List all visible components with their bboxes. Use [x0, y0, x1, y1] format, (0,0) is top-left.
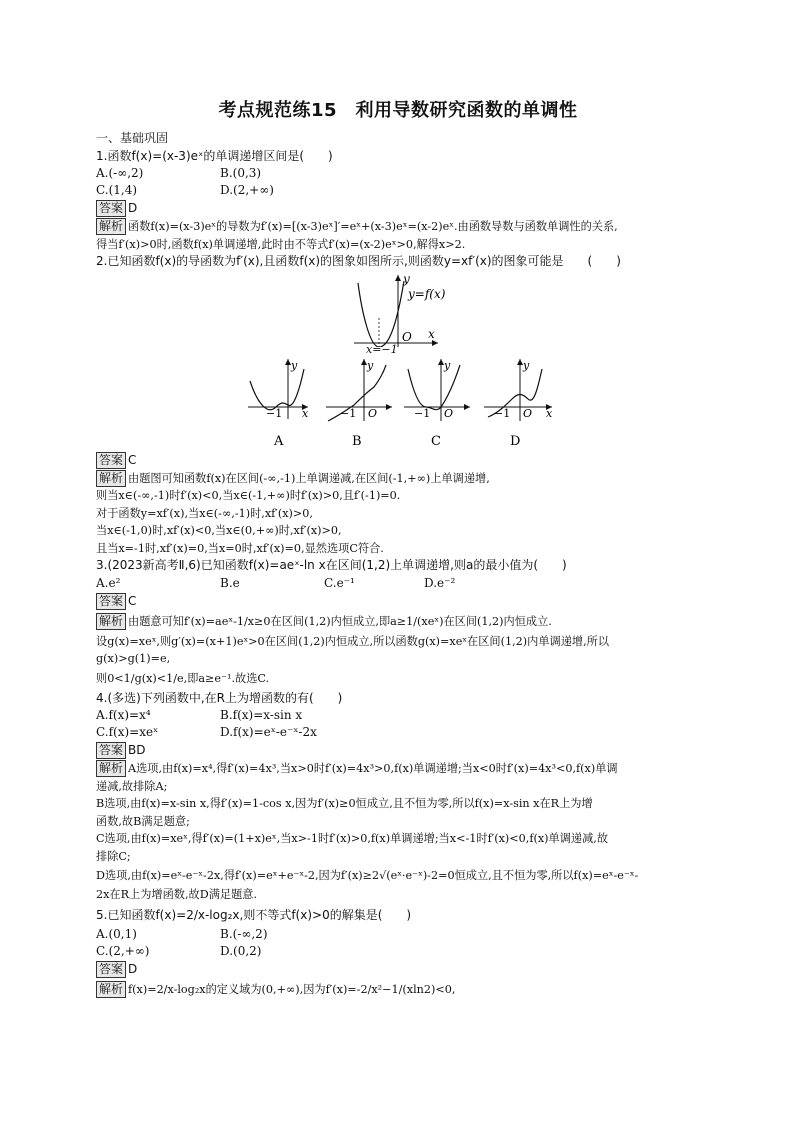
option-a-minus1: −1 [266, 406, 283, 420]
option-a-y-label: y [291, 358, 298, 372]
q4-explanation-line-2: 递减,故排除A; [96, 779, 168, 793]
option-c-curve [408, 365, 460, 410]
section-heading: 一、基础巩固 [96, 131, 169, 145]
q5-answer [96, 960, 700, 979]
option-d-graph [484, 359, 553, 449]
option-d-y-label: y [523, 358, 530, 372]
option-c-origin: O [444, 406, 454, 420]
q4-explanation-line-3: B选项,由f(x)=x-sin x,得f′(x)=1-cos x,因为f′(x)≥0恒成立,且不恒为零,所以f(x)=x-sin x在R上为增 [96, 797, 593, 810]
q5-option-c: C.(2,+∞) [96, 943, 150, 958]
q2-main-graph-note [96, 342, 700, 359]
q1-option-b: B.(0,3) [220, 166, 262, 180]
y-label: y [403, 272, 410, 286]
option-a-x-label: x [302, 406, 309, 420]
q5-option-d: D.(0,2) [220, 943, 262, 958]
option-b-caption: B [352, 433, 362, 449]
option-a-curve [250, 369, 304, 410]
q1-answer-value: D [128, 201, 138, 215]
option-a-graph [248, 359, 309, 449]
fx-label: y=f(x) [408, 286, 446, 301]
q2-answer-value: C [128, 452, 137, 467]
option-c-caption: C [431, 433, 441, 449]
q2-explain-text-1: 由题图可知函数f(x)在区间(-∞,-1)上单调递减,在区间(-1,+∞)上单调递增, [128, 471, 490, 485]
q1-option-c: C.(1,4) [96, 183, 138, 197]
page-title: 考点规范练15 利用导数研究函数的单调性 [218, 100, 578, 121]
curve-fx [358, 281, 404, 347]
question-1-options-row2 [96, 182, 700, 199]
q4-answer [96, 741, 700, 760]
q2-explanation-line-1 [96, 470, 700, 488]
q4-explanation-line-8: 2x在R上为增函数,故D满足题意. [96, 888, 257, 901]
answer-tag: 答案 [96, 452, 126, 469]
q3-answer-value: C [128, 593, 137, 608]
option-d-caption: D [510, 433, 521, 449]
q1-explanation-line-1 [96, 218, 700, 236]
question-4-options-row2 [96, 724, 700, 741]
q5-answer-value: D [128, 961, 138, 976]
explain-tag: 解析 [96, 470, 126, 487]
q3-explanation-line-1 [96, 611, 700, 633]
question-5-options-row2 [96, 943, 700, 960]
q1-option-d: D.(2,+∞) [220, 183, 274, 197]
y-axis-arrow [395, 275, 401, 281]
q2-explanation-line-2: 则当x∈(-∞,-1)时f′(x)<0,当x∈(-1,+∞)时f′(x)>0,且f′(-1)=0. [96, 489, 401, 502]
option-b-y-label: y [367, 358, 374, 372]
answer-tag: 答案 [96, 200, 126, 217]
q4-explanation-line-4: 函数,故B满足题意; [96, 814, 190, 828]
q4-explain-text-1: A选项,由f(x)=x⁴,得f′(x)=4x³,当x>0时f′(x)=4x³>0,f(x)单调递增;当x<0时f′(x)=4x³<0,f(x)单调 [128, 762, 618, 775]
q4-answer-value: BD [128, 743, 146, 757]
q4-explanation-line-7: D选项,由f(x)=eˣ-e⁻ˣ-2x,得f′(x)=eˣ+e⁻ˣ-2,因为f′(x)≥2√(eˣ·e⁻ˣ)-2=0恒成立,且不恒为零,所以f(x)=eˣ-e⁻ˣ- [96, 869, 639, 882]
q1-answer [96, 199, 700, 218]
q4-explanation-line-1 [96, 760, 700, 778]
q5-option-a: A.(0,1) [96, 926, 137, 941]
option-c-minus1: −1 [414, 406, 431, 420]
option-d-origin: O [523, 406, 533, 420]
q2-option-graphs [96, 359, 700, 451]
q4-option-c: C.f(x)=xeˣ [96, 725, 159, 739]
question-2-stem: 2.已知函数f(x)的导函数为f′(x),且函数f(x)的图象如图所示,则函数y=xf′(x)的图象可能是 ( ) [96, 254, 621, 268]
x-label: x [428, 326, 435, 341]
question-4-options-row1 [96, 707, 700, 724]
question-3-options [96, 575, 700, 592]
q2-explanation-line-3: 对于函数y=xf′(x),当x∈(-∞,-1)时,xf′(x)>0, [96, 506, 313, 520]
q5-option-b: B.(-∞,2) [220, 926, 268, 941]
option-c-x-arrow [464, 404, 470, 410]
q4-option-a: A.f(x)=x⁴ [96, 708, 151, 722]
option-b-x-arrow [386, 404, 392, 410]
question-3-stem: 3.(2023新高考Ⅱ,6)已知函数f(x)=aeˣ-ln x在区间(1,2)上单调递增,则a的最小值为( ) [96, 558, 567, 572]
q3-option-c: C.e⁻¹ [324, 575, 355, 590]
question-1-options-row1 [96, 165, 700, 182]
q2-explanation-line-5: 且当x=-1时,xf′(x)=0,当x=0时,xf′(x)=0,显然选项C符合. [96, 541, 384, 555]
option-d-x-label: x [546, 406, 553, 420]
question-1-stem: 1.函数f(x)=(x-3)eˣ的单调递增区间是( ) [96, 148, 333, 163]
q3-answer [96, 592, 700, 611]
q3-option-a: A.e² [96, 575, 121, 590]
option-a-caption: A [274, 433, 284, 449]
q1-explanation-line-2: 得当f′(x)>0时,函数f(x)单调递增,此时由不等式f′(x)=(x-2)eˣ>0,解得x>2. [96, 237, 466, 251]
option-b-minus1: −1 [340, 406, 357, 420]
question-5-stem: 5.已知函数f(x)=2/x-log₂x,则不等式f(x)>0的解集是( ) [96, 907, 412, 922]
q2-main-graph [96, 273, 700, 347]
q5-explain-text-1: f(x)=2/x-log₂x的定义域为(0,+∞),因为f′(x)=-2/x²−1/(xln2)<0, [128, 982, 456, 996]
q4-explanation-line-5: C选项,由f(x)=xeˣ,得f′(x)=(1+x)eˣ,当x>-1时f′(x)>0,f(x)单调递增;当x<-1时f′(x)<0,f(x)单调递减,故 [96, 832, 609, 845]
explain-tag: 解析 [96, 613, 126, 630]
q4-option-b: B.f(x)=x-sin x [220, 708, 303, 722]
q2-answer [96, 451, 700, 470]
q1-option-a: A.(-∞,2) [96, 166, 144, 180]
x-minus-1-label: x=−1 [366, 342, 398, 356]
answer-tag: 答案 [96, 593, 126, 610]
origin-label: O [402, 329, 412, 344]
q3-explain-text-1: 由题意可知f′(x)=aeˣ-1/x≥0在区间(1,2)内恒成立,即a≥1/(xeˣ)在区间(1,2)内恒成立. [128, 614, 552, 628]
q4-explanation-line-6: 排除C; [96, 849, 131, 863]
worksheet-page [96, 96, 700, 1001]
explain-tag: 解析 [96, 760, 126, 777]
q1-explain-text-1: 函数f(x)=(x-3)eˣ的导数为f′(x)=[(x-3)eˣ]′=eˣ+(x-3)eˣ=(x-2)eˣ.由函数导数与函数单调性的关系, [128, 220, 618, 233]
q2-explanation-line-4: 当x∈(-1,0)时,xf′(x)<0,当x∈(0,+∞)时,xf′(x)>0, [96, 524, 342, 537]
option-d-minus1: −1 [494, 406, 511, 420]
question-4-stem: 4.(多选)下列函数中,在R上为增函数的有( ) [96, 690, 343, 705]
explain-tag: 解析 [96, 981, 126, 998]
q3-explanation-line-4: 则0<1/g(x)<1/e,即a≥e⁻¹.故选C. [96, 671, 270, 685]
q4-option-d: D.f(x)=eˣ-e⁻ˣ-2x [220, 725, 317, 739]
option-b-graph [326, 359, 392, 449]
answer-tag: 答案 [96, 961, 126, 978]
q3-explanation-line-3: g(x)>g(1)=e, [96, 652, 171, 665]
q3-option-b: B.e [220, 575, 240, 590]
option-c-y-label: y [444, 358, 451, 372]
question-5-options-row1 [96, 926, 700, 943]
option-c-graph [404, 359, 470, 449]
answer-tag: 答案 [96, 742, 126, 759]
explain-tag: 解析 [96, 218, 126, 235]
q3-option-d: D.e⁻² [424, 575, 456, 590]
q3-explanation-line-2: 设g(x)=xeˣ,则g′(x)=(x+1)eˣ>0在区间(1,2)内恒成立,所以函数g(x)=xeˣ在区间(1,2)内单调递增,所以 [96, 634, 610, 648]
option-b-origin: O [368, 406, 378, 420]
option-b-curve [328, 365, 386, 421]
q5-explanation-line-1 [96, 979, 700, 1001]
